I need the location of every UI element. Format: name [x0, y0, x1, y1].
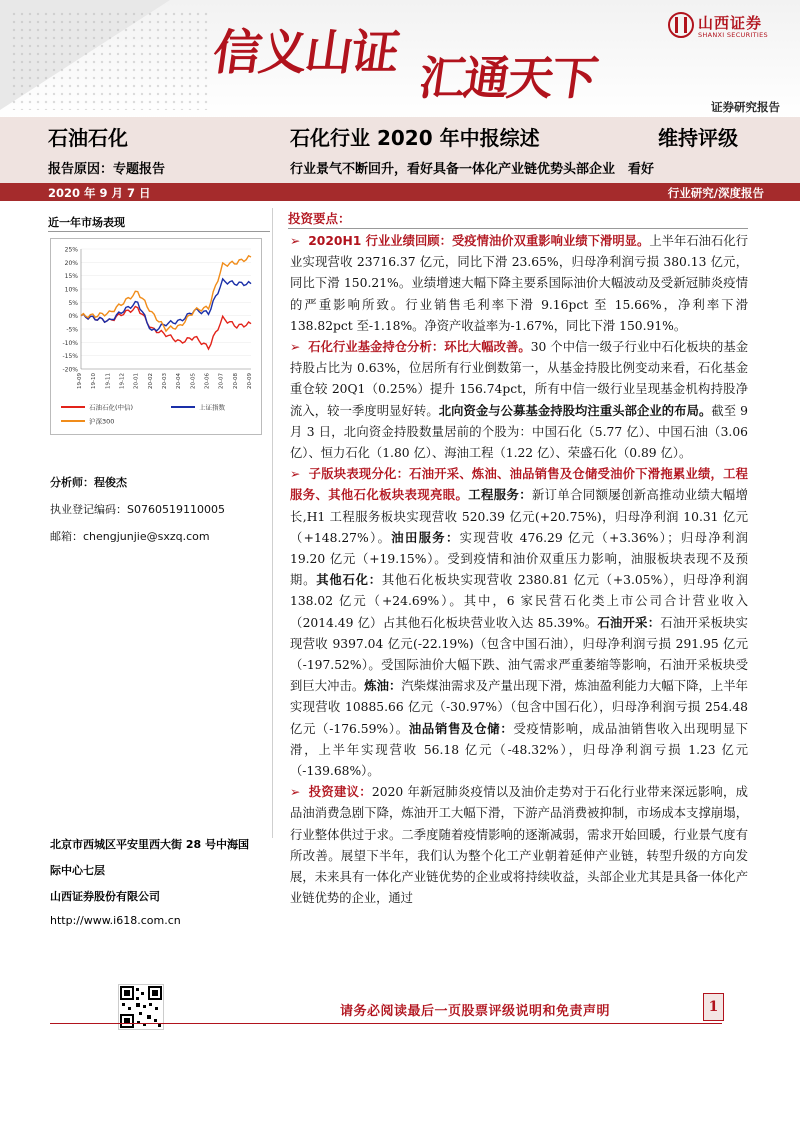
y-tick-label: 5% — [68, 299, 78, 307]
y-tick-label: -10% — [62, 339, 78, 347]
x-tick-label: 19-10 — [91, 373, 98, 389]
slogan-line1: 信义山证 — [209, 25, 402, 81]
disclaimer: 请务必阅读最后一页股票评级说明和免责声明 — [340, 1004, 611, 1019]
invest-heading: 投资要点： — [288, 211, 351, 226]
y-tick-label: 25% — [64, 246, 78, 254]
analyst-email[interactable]: 邮箱：chengjunjie@sxzq.com — [50, 530, 210, 543]
analyst-name: 分析师：程俊杰 — [50, 476, 127, 489]
page-title: 石化行业 2020 年中报综述 — [290, 126, 540, 150]
legend-label: 石油石化(中信) — [89, 403, 134, 412]
p4-body: 2020 年新冠肺炎疫情以及油价走势对于石化行业带来深远影响，成品油消费急剧下降，炼油开工大幅下滑，下游产品消费被抑制，市场成本支撑崩塌，行业整体供过于求。二季度随着疫情影响的逐渐减弱，需求开始回暖，行业景气度有所改善。展望下半年，我们认为整个化工产业朝着延伸产业链，转型升级的方向发展，未来具有一体化产业链优势的企业或将持续收益，头部企业尤其是具备一体化产业链优势的企业，通过 — [290, 785, 748, 906]
report-date: 2020 年 9 月 7 日 — [48, 186, 151, 200]
p3-b4: 石油开采： — [597, 615, 661, 630]
p1-body: 上半年石油石化行业实现营收 23716.37 亿元，同比下滑 23.65%，归母净利润亏损 380.13 亿元，同比下滑 150.21%。业绩增速大幅下降主要系国际油价大幅波动及受新冠肺炎疫情的严重影响所致。行业销售毛利率下滑 9.16pct 至 15.66%，净利率下滑 138.82pct 至-1.18%。净资产收益率为-1.67%，同比下滑 150.91%。 — [290, 234, 748, 333]
p3-t5: 汽柴煤油需求及产量出现下滑，炼油盈利能力大幅下降，上半年实现营收 10885.66 亿元（-30.97%）（包含中国石化），归母净利润亏损 254.48 亿元（-176.59%）。 — [290, 679, 748, 736]
chart-svg — [51, 239, 261, 434]
x-tick-label: 20-09 — [247, 373, 253, 389]
x-tick-label: 19-09 — [77, 373, 83, 389]
market-chart — [50, 238, 262, 435]
logo-en: SHANXI SECURITIES — [698, 31, 768, 39]
y-tick-label: -5% — [66, 326, 78, 334]
x-tick-label: 20-03 — [162, 373, 168, 389]
arrow-icon: ➢ — [290, 467, 301, 482]
address-line2: 际中心七层 — [50, 864, 105, 877]
x-tick-label: 20-06 — [204, 373, 211, 389]
p4-lead: 投资建议： — [308, 785, 372, 800]
x-tick-label: 20-01 — [133, 373, 140, 389]
website-link[interactable]: http://www.i618.com.cn — [50, 914, 181, 927]
paragraph-2 — [290, 337, 748, 464]
y-tick-label: 0% — [68, 313, 78, 321]
p3-t1: 新订单合同额屡创新高推动业绩大幅增长,H1 工程服务板块实现营收 520.39 亿元(+20.75%)，归母净利润 10.31 亿元（+148.27%）。 — [290, 488, 748, 545]
p3-b2: 油田服务： — [391, 530, 460, 545]
market-perf-label: 近一年市场表现 — [48, 216, 125, 229]
legend-label: 上证指数 — [199, 403, 225, 412]
p3-t3: 其他石化板块实现营收 2380.81 亿元（+3.05%），归母净利润 138.02 亿元（+24.69%）。其中，6 家民营石化类上市公司合计营业收入（2014.49 亿）占其他石化板块营业收入达 85.39%。 — [290, 573, 748, 630]
paragraph-4 — [290, 782, 748, 909]
x-tick-label: 19-11 — [105, 373, 112, 389]
p2-lead: 石化行业基金持仓分析：环比大幅改善。 — [308, 340, 531, 355]
y-tick-label: 15% — [64, 273, 78, 281]
p2-bold: 北向资金与公募基金持股均注重头部企业的布局。 — [438, 403, 712, 418]
p3-b5: 炼油： — [364, 679, 402, 694]
logo-cn: 山西证券 — [698, 14, 763, 32]
arrow-icon: ➢ — [290, 234, 301, 248]
subtitle: 行业景气不断回升，看好具备一体化产业链优势头部企业 看好 — [290, 162, 655, 177]
p3-t4: 石油开采板块实现营收 9397.04 亿元(-22.19%)（包含中国石油），归母净利润亏损 291.95 亿元（-197.52%）。受国际油价大幅下跌、油气需求严重萎缩等影响，石油开采板块受到巨大冲击。 — [290, 615, 748, 694]
invest-body — [290, 231, 748, 910]
company-name: 山西证券股份有限公司 — [50, 890, 160, 903]
series-line — [81, 279, 251, 331]
p3-b1: 工程服务： — [468, 488, 532, 503]
x-tick-label: 20-05 — [190, 373, 197, 389]
company-logo — [668, 10, 792, 50]
report-kind: 证券研究报告 — [711, 100, 780, 114]
p2-body2: 截至 9 月 3 日，北向资金持股数量居前的个股为：中国石化（5.77 亿）、中国石油（3.06 亿）、恒力石化（1.80 亿）、海油工程（1.22 亿）、荣盛石化（0.89 亿）。 — [290, 403, 748, 461]
page-number: 1 — [703, 993, 724, 1021]
paragraph-1 — [290, 231, 748, 337]
address-line1: 北京市西城区平安里西大街 28 号中海国 — [50, 838, 249, 851]
industry-title: 石油石化 — [48, 126, 128, 150]
divider — [288, 228, 748, 229]
y-tick-label: -15% — [62, 353, 78, 361]
p1-lead: 2020H1 行业业绩回顾：受疫情油价双重影响业绩下滑明显。 — [308, 234, 650, 248]
legend-label: 沪深300 — [89, 417, 115, 426]
logo-mark-icon — [668, 12, 694, 38]
p3-b3: 其他石化： — [316, 573, 382, 588]
x-tick-label: 20-04 — [176, 373, 183, 389]
report-reason: 报告原因：专题报告 — [48, 162, 166, 177]
banner-dots — [10, 10, 210, 110]
rating: 维持评级 — [658, 126, 738, 150]
p3-b6: 油品销售及仓储： — [408, 721, 514, 736]
p3-t2: 实现营收 476.29 亿元（+3.36%）；归母净利润 19.20 亿元（+19.15%）。受到疫情和油价双重压力影响，油服板块表现不及预期。 — [290, 530, 748, 588]
x-tick-label: 20-08 — [232, 373, 239, 389]
x-tick-label: 19-12 — [119, 373, 126, 389]
arrow-icon: ➢ — [290, 340, 301, 355]
p3-lead: 子版块表现分化：石油开采、炼油、油品销售及仓储受油价下滑拖累业绩，工程服务、其他石化板块表现亮眼。 — [290, 467, 748, 503]
paragraph-3 — [290, 464, 748, 782]
arrow-icon: ➢ — [290, 785, 301, 800]
slogan-line2: 汇通天下 — [415, 51, 600, 105]
y-tick-label: -20% — [62, 366, 78, 374]
footer-line — [50, 1023, 722, 1024]
p3-t6: 受疫情影响，成品油销售收入出现明显下滑，上半年实现营收 56.18 亿元（-48.32%），归母净利润亏损 1.23 亿元（-139.68%）。 — [290, 721, 748, 779]
p2-body: 30 个中信一级子行业中石化板块的基金持股占比为 0.63%，位居所有行业倒数第一，从基金持股比例变动来看，石化基金重仓较 20Q1（0.25%）提升 156.74pct，所有中信一级行业呈现基金机构持股净流入，较一季度明显好转。 — [290, 340, 748, 418]
divider — [48, 231, 270, 232]
x-tick-label: 20-02 — [147, 373, 154, 389]
column-divider — [272, 208, 273, 838]
report-type: 行业研究/深度报告 — [667, 186, 764, 200]
analyst-license: 执业登记编码：S0760519110005 — [50, 503, 225, 516]
x-tick-label: 20-07 — [218, 373, 225, 389]
y-tick-label: 10% — [64, 286, 78, 294]
y-tick-label: 20% — [64, 259, 78, 267]
